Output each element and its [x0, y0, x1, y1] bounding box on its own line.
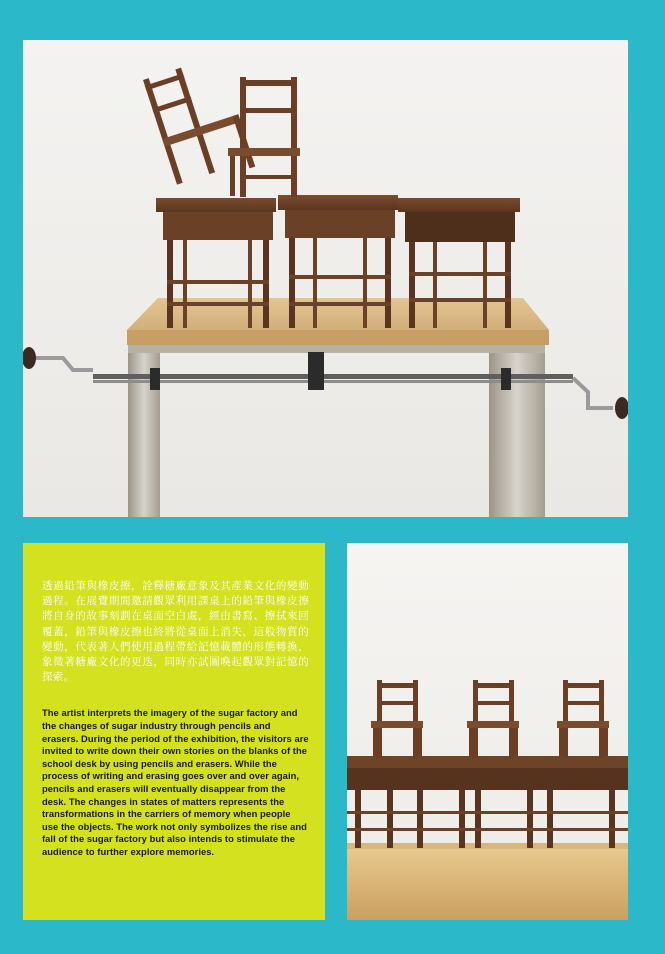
chinese-description: 透過鉛筆與橡皮擦，詮釋糖廠意象及其產業文化的變動過程。在展覽期間邀請觀眾利用課桌上的鉛筆與橡皮擦將自身的故事刻劃在桌面空白處，經由書寫、擦拭來回覆蓋，鉛筆與橡皮擦也終將從桌面上消失，這般物質的變動，代表著人們使用過程帶給記憶載體的形態轉換，象徵著糖廠文化的更迭，同時亦試圖喚起觀眾對記憶的探索。 — [42, 580, 309, 684]
description-panel — [23, 543, 325, 920]
artwork-photo-chairs-row — [347, 543, 628, 920]
desk-row — [347, 756, 628, 768]
artwork-photo-desks-pedestal — [23, 40, 628, 517]
plywood-base — [347, 848, 628, 920]
english-description: The artist interprets the imagery of the sugar factory and the changes of sugar industry through pencils and erasers. During the period of the exhibition, the visitors are invited to write down their own stories on the blanks of the school desk by using pencils and erasers. While the process of writing and erasing goes over and over again, pencils and erasers will eventually disappear from the desk. The changes in states of matters represents the transformations in the carriers of memory when people use the objects. The work not only symbolizes the rise and fall of the sugar factory but also intends to stimulate the audience to further explore memories. — [42, 707, 309, 857]
pedestal-right-leg — [489, 345, 545, 517]
chairs-row-illustration — [347, 543, 628, 920]
desks-pedestal-illustration — [23, 40, 628, 517]
